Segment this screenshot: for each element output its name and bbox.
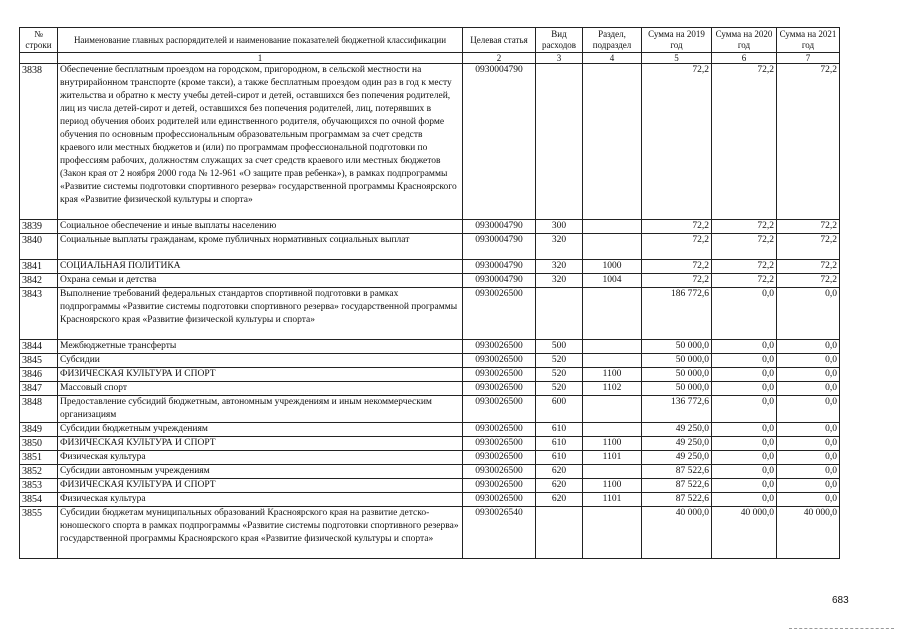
row-name: Субсидии бюджетным учреждениям bbox=[58, 423, 463, 437]
row-target-code: 0930004790 bbox=[463, 234, 536, 260]
table-row bbox=[20, 260, 840, 274]
row-target-code: 0930026500 bbox=[463, 465, 536, 479]
row-sum-2021: 72,2 bbox=[777, 220, 840, 234]
row-name: Физическая культура bbox=[58, 451, 463, 465]
row-sum-2021: 40 000,0 bbox=[777, 507, 840, 559]
table-row bbox=[20, 507, 840, 559]
row-target-code: 0930004790 bbox=[463, 64, 536, 220]
row-sum-2019: 50 000,0 bbox=[642, 354, 712, 368]
row-sum-2021: 0,0 bbox=[777, 493, 840, 507]
header-code: Целевая статья bbox=[463, 28, 536, 53]
row-sum-2020: 0,0 bbox=[712, 479, 777, 493]
table-row bbox=[20, 64, 840, 220]
row-section bbox=[583, 354, 642, 368]
row-name: Массовый спорт bbox=[58, 382, 463, 396]
row-sum-2019: 50 000,0 bbox=[642, 368, 712, 382]
table-row bbox=[20, 451, 840, 465]
row-sum-2019: 136 772,6 bbox=[642, 396, 712, 423]
row-expense-type: 520 bbox=[536, 382, 583, 396]
row-number: 3847 bbox=[20, 382, 58, 396]
row-number: 3840 bbox=[20, 234, 58, 260]
row-name: Социальное обеспечение и иные выплаты населению bbox=[58, 220, 463, 234]
row-sum-2020: 0,0 bbox=[712, 465, 777, 479]
row-expense-type: 520 bbox=[536, 354, 583, 368]
table-row bbox=[20, 234, 840, 260]
table-row bbox=[20, 493, 840, 507]
header-sum-2019: Сумма на 2019 год bbox=[642, 28, 712, 53]
row-target-code: 0930026500 bbox=[463, 368, 536, 382]
row-number: 3845 bbox=[20, 354, 58, 368]
header-row bbox=[20, 28, 840, 53]
row-sum-2019: 50 000,0 bbox=[642, 382, 712, 396]
row-sum-2020: 40 000,0 bbox=[712, 507, 777, 559]
row-name: Выполнение требований федеральных стандартов спортивной подготовки в рамках подпрограммы «Развитие системы подготовки спортивного резерва» государственной программы Красноярского края «Развитие физической культуры и спорта» bbox=[58, 288, 463, 340]
row-name: ФИЗИЧЕСКАЯ КУЛЬТУРА И СПОРТ bbox=[58, 368, 463, 382]
row-number: 3844 bbox=[20, 340, 58, 354]
index-cell: 5 bbox=[642, 53, 712, 64]
row-sum-2020: 72,2 bbox=[712, 274, 777, 288]
row-expense-type: 300 bbox=[536, 220, 583, 234]
row-sum-2021: 72,2 bbox=[777, 64, 840, 220]
row-sum-2019: 49 250,0 bbox=[642, 437, 712, 451]
row-sum-2020: 0,0 bbox=[712, 354, 777, 368]
row-sum-2020: 0,0 bbox=[712, 423, 777, 437]
header-sum-2020: Сумма на 2020 год bbox=[712, 28, 777, 53]
row-expense-type: 500 bbox=[536, 340, 583, 354]
row-expense-type bbox=[536, 507, 583, 559]
row-name: Физическая культура bbox=[58, 493, 463, 507]
row-number: 3848 bbox=[20, 396, 58, 423]
table-row bbox=[20, 288, 840, 340]
header-name: Наименование главных распорядителей и наименование показателей бюджетной классификации bbox=[58, 28, 463, 53]
row-target-code: 0930004790 bbox=[463, 274, 536, 288]
row-number: 3854 bbox=[20, 493, 58, 507]
row-sum-2021: 0,0 bbox=[777, 382, 840, 396]
row-sum-2020: 0,0 bbox=[712, 396, 777, 423]
row-target-code: 0930026500 bbox=[463, 288, 536, 340]
row-sum-2020: 0,0 bbox=[712, 437, 777, 451]
row-name: ФИЗИЧЕСКАЯ КУЛЬТУРА И СПОРТ bbox=[58, 479, 463, 493]
row-sum-2021: 72,2 bbox=[777, 260, 840, 274]
row-sum-2019: 87 522,6 bbox=[642, 493, 712, 507]
row-sum-2019: 72,2 bbox=[642, 274, 712, 288]
row-target-code: 0930026500 bbox=[463, 493, 536, 507]
row-target-code: 0930004790 bbox=[463, 260, 536, 274]
row-section bbox=[583, 234, 642, 260]
row-section bbox=[583, 465, 642, 479]
row-name: СОЦИАЛЬНАЯ ПОЛИТИКА bbox=[58, 260, 463, 274]
row-section bbox=[583, 220, 642, 234]
index-cell: 6 bbox=[712, 53, 777, 64]
row-sum-2019: 186 772,6 bbox=[642, 288, 712, 340]
row-number: 3841 bbox=[20, 260, 58, 274]
budget-sheet bbox=[19, 27, 840, 559]
row-sum-2019: 72,2 bbox=[642, 64, 712, 220]
row-sum-2020: 72,2 bbox=[712, 64, 777, 220]
index-cell: 2 bbox=[463, 53, 536, 64]
index-cell: 3 bbox=[536, 53, 583, 64]
row-number: 3849 bbox=[20, 423, 58, 437]
row-sum-2020: 0,0 bbox=[712, 451, 777, 465]
row-section: 1100 bbox=[583, 368, 642, 382]
row-sum-2020: 0,0 bbox=[712, 382, 777, 396]
row-sum-2021: 72,2 bbox=[777, 274, 840, 288]
row-expense-type: 320 bbox=[536, 260, 583, 274]
row-sum-2019: 72,2 bbox=[642, 260, 712, 274]
row-name: Предоставление субсидий бюджетным, автономным учреждениям и иным некоммерческим организациям bbox=[58, 396, 463, 423]
row-sum-2021: 72,2 bbox=[777, 234, 840, 260]
row-section: 1100 bbox=[583, 479, 642, 493]
row-section bbox=[583, 340, 642, 354]
row-sum-2021: 0,0 bbox=[777, 396, 840, 423]
row-sum-2019: 40 000,0 bbox=[642, 507, 712, 559]
row-section bbox=[583, 396, 642, 423]
table-row bbox=[20, 274, 840, 288]
row-expense-type: 520 bbox=[536, 368, 583, 382]
row-section bbox=[583, 288, 642, 340]
row-expense-type: 620 bbox=[536, 465, 583, 479]
row-number: 3843 bbox=[20, 288, 58, 340]
row-name: ФИЗИЧЕСКАЯ КУЛЬТУРА И СПОРТ bbox=[58, 437, 463, 451]
row-expense-type bbox=[536, 64, 583, 220]
row-target-code: 0930026500 bbox=[463, 382, 536, 396]
row-section: 1101 bbox=[583, 493, 642, 507]
row-number: 3850 bbox=[20, 437, 58, 451]
row-expense-type bbox=[536, 288, 583, 340]
row-sum-2021: 0,0 bbox=[777, 340, 840, 354]
index-cell: 1 bbox=[58, 53, 463, 64]
row-sum-2021: 0,0 bbox=[777, 368, 840, 382]
row-sum-2020: 72,2 bbox=[712, 260, 777, 274]
row-name: Социальные выплаты гражданам, кроме публичных нормативных социальных выплат bbox=[58, 234, 463, 260]
row-name: Охрана семьи и детства bbox=[58, 274, 463, 288]
row-expense-type: 320 bbox=[536, 274, 583, 288]
row-sum-2021: 0,0 bbox=[777, 451, 840, 465]
table-row bbox=[20, 396, 840, 423]
row-name: Субсидии бюджетам муниципальных образований Красноярского края на развитие детско-юношеского спорта в рамках подпрограммы «Развитие системы подготовки спортивного резерва» государственной программы Красноярского края «Развитие физической культуры и спорта» bbox=[58, 507, 463, 559]
row-section: 1004 bbox=[583, 274, 642, 288]
row-target-code: 0930026500 bbox=[463, 479, 536, 493]
row-expense-type: 600 bbox=[536, 396, 583, 423]
row-number: 3846 bbox=[20, 368, 58, 382]
row-target-code: 0930026540 bbox=[463, 507, 536, 559]
row-sum-2020: 0,0 bbox=[712, 288, 777, 340]
header-razd: Раздел, подраздел bbox=[583, 28, 642, 53]
budget-table bbox=[19, 27, 840, 559]
row-target-code: 0930026500 bbox=[463, 354, 536, 368]
row-sum-2019: 50 000,0 bbox=[642, 340, 712, 354]
row-expense-type: 320 bbox=[536, 234, 583, 260]
row-section: 1101 bbox=[583, 451, 642, 465]
row-name: Обеспечение бесплатным проездом на городском, пригородном, в сельской местности на внутрирайонном транспорте (кроме такси), а также бесплатным проездом один раз в год к месту жительства и обратно к месту учебы детей-сирот и детей, оставшихся без попечения родителей, лиц из числа детей-сирот и детей, оставшихся без попечения родителей, лиц, потерявших в период обучения обоих родителей или единственного родителя, обучающихся по очной форме обучения по основным профессиональным образовательным программам за счет средств краевого или местных бюджетов и (или) по программам профессиональной подготовки по профессиям рабочих, должностям служащих за счет средств краевого или местных бюджетов (Закон края от 2 ноября 2000 года № 12-961 «О защите прав ребенка»), в рамках подпрограммы «Развитие системы подготовки спортивного резерва» государственной программы Красноярского края «Развитие физической культуры и спорта» bbox=[58, 64, 463, 220]
table-row bbox=[20, 437, 840, 451]
table-row bbox=[20, 220, 840, 234]
row-section bbox=[583, 64, 642, 220]
table-row bbox=[20, 354, 840, 368]
row-sum-2021: 0,0 bbox=[777, 479, 840, 493]
row-section: 1100 bbox=[583, 437, 642, 451]
header-num: № строки bbox=[20, 28, 58, 53]
row-target-code: 0930026500 bbox=[463, 396, 536, 423]
row-number: 3851 bbox=[20, 451, 58, 465]
table-row bbox=[20, 368, 840, 382]
row-sum-2019: 87 522,6 bbox=[642, 465, 712, 479]
table-row bbox=[20, 423, 840, 437]
table-row bbox=[20, 479, 840, 493]
row-number: 3839 bbox=[20, 220, 58, 234]
row-section: 1102 bbox=[583, 382, 642, 396]
row-sum-2020: 72,2 bbox=[712, 234, 777, 260]
row-section: 1000 bbox=[583, 260, 642, 274]
page-number: 683 bbox=[832, 595, 849, 606]
row-sum-2019: 72,2 bbox=[642, 234, 712, 260]
row-sum-2021: 0,0 bbox=[777, 465, 840, 479]
row-sum-2020: 0,0 bbox=[712, 493, 777, 507]
index-cell: 7 bbox=[777, 53, 840, 64]
row-expense-type: 620 bbox=[536, 479, 583, 493]
row-target-code: 0930004790 bbox=[463, 220, 536, 234]
row-number: 3852 bbox=[20, 465, 58, 479]
row-sum-2019: 87 522,6 bbox=[642, 479, 712, 493]
row-number: 3838 bbox=[20, 64, 58, 220]
row-expense-type: 610 bbox=[536, 437, 583, 451]
row-name: Субсидии bbox=[58, 354, 463, 368]
row-sum-2020: 0,0 bbox=[712, 340, 777, 354]
row-sum-2020: 0,0 bbox=[712, 368, 777, 382]
row-expense-type: 610 bbox=[536, 423, 583, 437]
row-target-code: 0930026500 bbox=[463, 437, 536, 451]
row-name: Субсидии автономным учреждениям bbox=[58, 465, 463, 479]
table-row bbox=[20, 465, 840, 479]
row-sum-2021: 0,0 bbox=[777, 288, 840, 340]
table-row bbox=[20, 382, 840, 396]
row-target-code: 0930026500 bbox=[463, 340, 536, 354]
row-section bbox=[583, 423, 642, 437]
index-cell: 4 bbox=[583, 53, 642, 64]
row-target-code: 0930026500 bbox=[463, 451, 536, 465]
row-number: 3855 bbox=[20, 507, 58, 559]
row-sum-2019: 72,2 bbox=[642, 220, 712, 234]
row-sum-2019: 49 250,0 bbox=[642, 423, 712, 437]
row-name: Межбюджетные трансферты bbox=[58, 340, 463, 354]
table-row bbox=[20, 340, 840, 354]
index-row bbox=[20, 53, 840, 64]
row-sum-2021: 0,0 bbox=[777, 354, 840, 368]
row-sum-2021: 0,0 bbox=[777, 423, 840, 437]
row-sum-2020: 72,2 bbox=[712, 220, 777, 234]
header-sum-2021: Сумма на 2021 год bbox=[777, 28, 840, 53]
footer-line bbox=[789, 628, 894, 629]
row-sum-2021: 0,0 bbox=[777, 437, 840, 451]
row-target-code: 0930026500 bbox=[463, 423, 536, 437]
row-number: 3842 bbox=[20, 274, 58, 288]
row-number: 3853 bbox=[20, 479, 58, 493]
row-expense-type: 620 bbox=[536, 493, 583, 507]
row-section bbox=[583, 507, 642, 559]
header-vid: Вид расходов bbox=[536, 28, 583, 53]
row-expense-type: 610 bbox=[536, 451, 583, 465]
row-sum-2019: 49 250,0 bbox=[642, 451, 712, 465]
index-cell bbox=[20, 53, 58, 64]
